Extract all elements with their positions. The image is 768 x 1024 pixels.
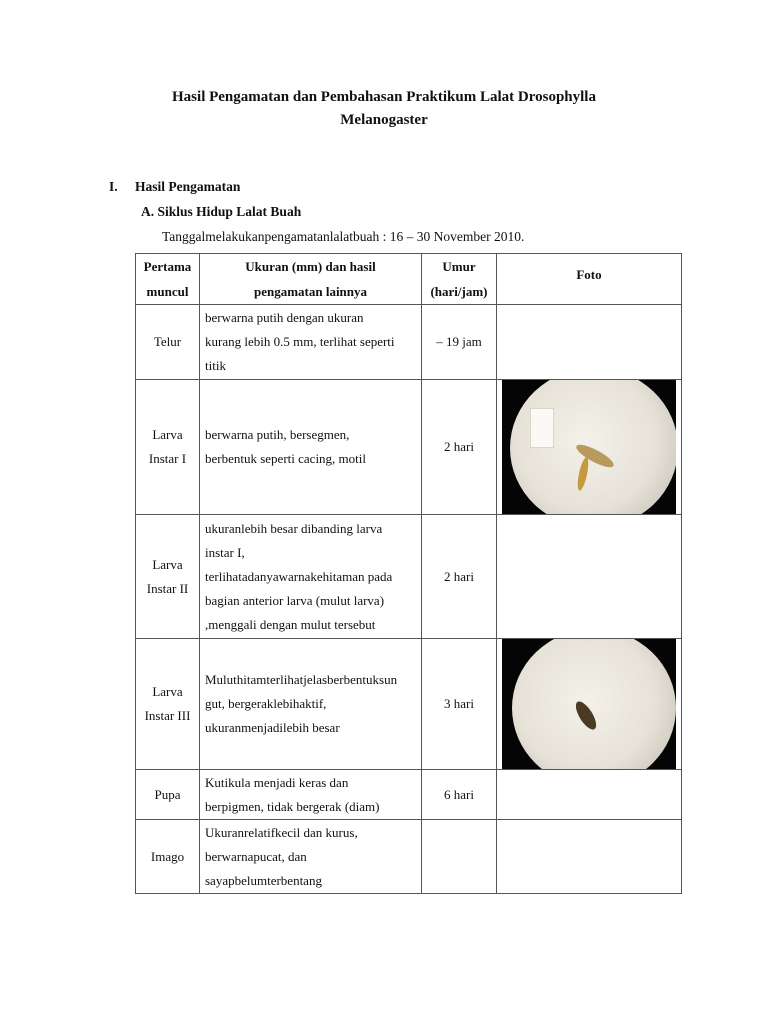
stage-line-1: Larva	[152, 427, 183, 442]
header-age-line-2: (hari/jam)	[430, 284, 488, 299]
age-cell: – 19 jam	[422, 305, 497, 380]
header-age-line-1: Umur	[442, 259, 476, 274]
description-line: ukuranmenjadilebih besar	[205, 720, 340, 735]
description-line: Ukuranrelatifkecil dan kurus,	[205, 824, 358, 840]
description-cell	[200, 770, 422, 820]
header-description-line-2: pengamatan lainnya	[253, 284, 368, 299]
stage-line-1: Pupa	[154, 786, 181, 802]
description-line: kurang lebih 0.5 mm, terlihat seperti	[205, 334, 395, 349]
document-title	[0, 86, 768, 132]
table-row	[136, 820, 682, 894]
stage-line-2: Instar III	[144, 708, 191, 723]
stage-cell	[136, 515, 200, 639]
age-cell	[422, 820, 497, 894]
slide-label	[530, 408, 554, 448]
title-line-2: Melanogaster	[340, 112, 428, 128]
description-line: Muluthitamterlihatjelasberbentuksun	[205, 672, 398, 687]
description-cell	[200, 380, 422, 515]
observation-table	[135, 253, 682, 894]
photo-cell	[497, 305, 682, 380]
stage-line-2: Instar II	[146, 580, 189, 596]
description-line: titik	[205, 358, 226, 373]
header-description	[200, 254, 422, 305]
stage-cell	[136, 639, 200, 770]
stage-cell	[136, 770, 200, 820]
description-line: gut, bergeraklebihaktif,	[205, 696, 327, 711]
photo-cell	[497, 770, 682, 820]
stage-line-1: Larva	[152, 556, 183, 572]
age-cell: 6 hari	[422, 770, 497, 820]
stage-cell	[136, 305, 200, 380]
description-line: instar I,	[205, 544, 245, 560]
stage-cell	[136, 820, 200, 894]
photo-cell	[497, 820, 682, 894]
description-line: berwarna putih, bersegmen,	[205, 427, 350, 442]
description-line: berbentuk seperti cacing, motil	[205, 451, 367, 466]
subsection-title: A. Siklus Hidup Lalat Buah	[141, 204, 302, 219]
description-cell	[200, 639, 422, 770]
header-description-line-1: Ukuran (mm) dan hasil	[245, 259, 376, 274]
table-row	[136, 515, 682, 639]
description-cell	[200, 305, 422, 380]
header-stage-line-2: muncul	[146, 284, 189, 299]
description-line: Kutikula menjadi keras dan	[205, 774, 349, 790]
table-row	[136, 770, 682, 820]
age-cell: 2 hari	[422, 515, 497, 639]
description-line: berwarnapucat, dan	[205, 848, 307, 864]
description-line: berwarna putih dengan ukuran	[205, 310, 364, 325]
description-line: bagian anterior larva (mulut larva)	[205, 592, 385, 608]
header-stage	[136, 254, 200, 305]
stage-line-1: Imago	[150, 848, 185, 864]
table-row	[136, 380, 682, 515]
section-title: Hasil Pengamatan	[135, 179, 241, 194]
section-number: I.	[109, 179, 118, 194]
table-header-row	[136, 254, 682, 305]
header-age	[422, 254, 497, 305]
description-line: terlihatadanyawarnakehitaman pada	[205, 568, 393, 584]
description-cell	[200, 515, 422, 639]
header-photo: Foto	[497, 254, 682, 305]
table-row	[136, 639, 682, 770]
age-cell: 2 hari	[422, 380, 497, 515]
description-line: berpigmen, tidak bergerak (diam)	[205, 798, 380, 814]
photo-cell	[497, 380, 682, 515]
stage-line-2: Instar I	[148, 451, 187, 466]
title-line-1: Hasil Pengamatan dan Pembahasan Praktikum Lalat Drosophylla	[172, 89, 596, 105]
microscope-field	[512, 639, 676, 769]
description-cell	[200, 820, 422, 894]
stage-cell	[136, 380, 200, 515]
header-stage-line-1: Pertama	[143, 259, 192, 274]
description-line: sayapbelumterbentang	[205, 872, 322, 888]
stage-line-1: Telur	[153, 334, 182, 349]
description-line: ukuranlebih besar dibanding larva	[205, 520, 383, 536]
microscope-photo-larva-instar-3	[502, 639, 676, 769]
observation-date: Tanggalmelakukanpengamatanlalatbuah : 16 – 30 November 2010.	[162, 229, 525, 244]
age-cell: 3 hari	[422, 639, 497, 770]
microscope-photo-larva-instar-1	[502, 380, 676, 514]
table-row	[136, 305, 682, 380]
photo-cell	[497, 515, 682, 639]
stage-line-1: Larva	[152, 684, 183, 699]
photo-cell	[497, 639, 682, 770]
description-line: ,menggali dengan mulut tersebut	[205, 616, 376, 632]
